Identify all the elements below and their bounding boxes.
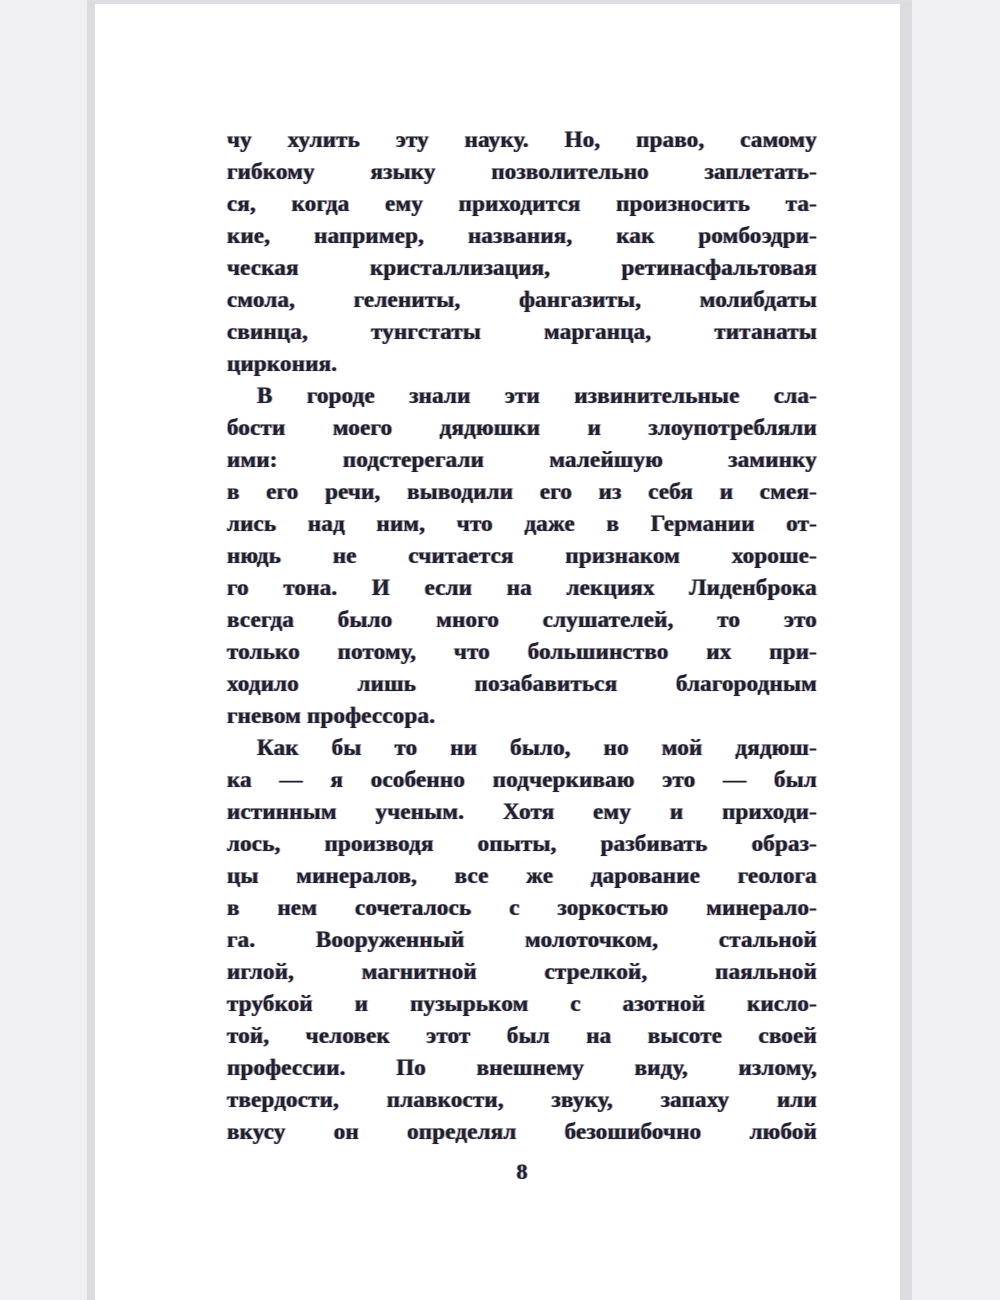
paragraph [227, 732, 817, 1148]
text-line: той, человек этот был на высоте своей [227, 1023, 817, 1048]
text-line: кие, например, названия, как ромбоэдри- [227, 223, 817, 248]
text-line: га. Вооруженный молоточком, стальной [227, 927, 817, 952]
text-line: только потому, что большинство их при- [227, 639, 817, 664]
page-text [227, 124, 817, 1185]
text-line: всегда было много слушателей, то это [227, 607, 817, 632]
text-line: ими: подстерегали малейшую заминку [227, 447, 817, 472]
text-line: гибкому языку позволительно заплетать- [227, 159, 817, 184]
text-line: в нем сочеталось с зоркостью минерало- [227, 895, 817, 920]
text-line: гневом профессора. [227, 703, 436, 728]
text-line: в его речи, выводили его из себя и смея- [227, 479, 817, 504]
text-line: го тона. И если на лекциях Лиденброка [227, 575, 817, 600]
text-line: циркония. [227, 351, 338, 376]
text-line: цы минералов, все же дарование геолога [227, 863, 817, 888]
text-line: ходило лишь позабавиться благородным [227, 671, 817, 696]
text-line: чу хулить эту науку. Но, право, самому [227, 127, 817, 152]
text-line: ческая кристаллизация, ретинасфальтовая [227, 255, 817, 280]
text-line: вкусу он определял безошибочно любой [227, 1119, 817, 1144]
text-line: В городе знали эти извинительные сла- [257, 383, 817, 408]
text-line: нюдь не считается признаком хороше- [227, 543, 817, 568]
text-line: Как бы то ни было, но мой дядюш- [257, 735, 817, 760]
text-line: лось, производя опыты, разбивать образ- [227, 831, 817, 856]
text-line: лись над ним, что даже в Германии от- [227, 511, 817, 536]
text-line: бости моего дядюшки и злоупотребляли [227, 415, 817, 440]
text-line: твердости, плавкости, звуку, запаху или [227, 1087, 817, 1112]
paragraph [227, 124, 817, 380]
text-line: профессии. По внешнему виду, излому, [227, 1055, 817, 1080]
paragraph [227, 380, 817, 732]
page-number: 8 [516, 1159, 528, 1184]
text-line: истинным ученым. Хотя ему и приходи- [227, 799, 817, 824]
text-line: свинца, тунгстаты марганца, титанаты [227, 319, 817, 344]
text-line: смола, гелениты, фангазиты, молибдаты [227, 287, 817, 312]
text-line: ка — я особенно подчеркиваю это — был [227, 767, 817, 792]
text-line: трубкой и пузырьком с азотной кисло- [227, 991, 817, 1016]
text-line: ся, когда ему приходится произносить та- [227, 191, 817, 216]
book-page [87, 0, 912, 1300]
text-line: иглой, магнитной стрелкой, паяльной [227, 959, 817, 984]
